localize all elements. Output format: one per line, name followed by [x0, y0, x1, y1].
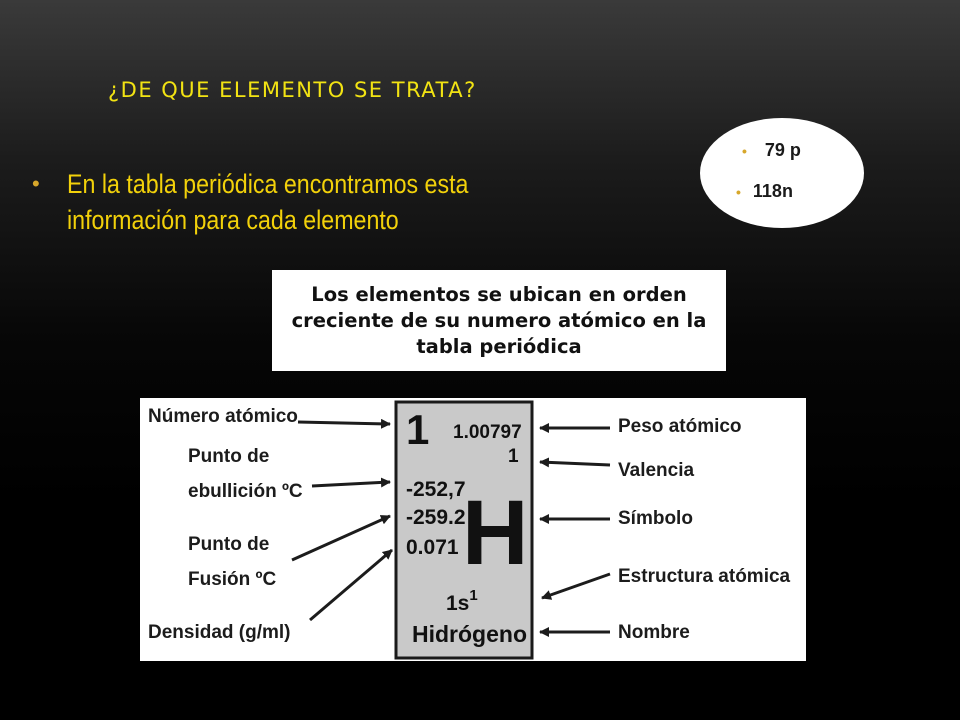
arrow-atomic-number: [298, 422, 390, 424]
box-melting-point: -259.2: [406, 506, 466, 529]
box-element-name: Hidrógeno: [412, 621, 527, 647]
label-atomic-number: Número atómico: [148, 406, 298, 427]
element-card-diagram: [140, 398, 806, 661]
box-boiling-point: -252,7: [406, 478, 466, 501]
arrow-valence: [540, 462, 610, 465]
callout-box: [272, 270, 726, 371]
arrow-atomic-structure: [542, 574, 610, 598]
label-melting-1: Punto de: [188, 534, 270, 555]
arrow-density: [310, 550, 392, 620]
hint-oval: [700, 118, 864, 228]
label-density: Densidad (g/ml): [148, 622, 291, 643]
label-atomic-structure: Estructura atómica: [618, 566, 791, 587]
slide-title: ¿DE QUE ELEMENTO SE TRATA?: [108, 78, 477, 102]
bullet-dot-icon: •: [742, 142, 747, 159]
bullet-dot-icon: •: [736, 183, 741, 200]
protons-text: 79 p: [764, 140, 801, 160]
label-boiling-1: Punto de: [188, 446, 270, 467]
neutrons-text: 118n: [752, 181, 793, 201]
label-boiling-2: ebullición ºC: [188, 481, 303, 502]
box-atomic-weight: 1.00797: [453, 422, 522, 443]
box-density: 0.071: [406, 536, 459, 559]
box-symbol: H: [462, 482, 529, 584]
oval-item-neutrons: [736, 181, 793, 202]
element-card-svg: [140, 398, 806, 661]
bullet-text: En la tabla periódica encontramos esta información para cada elemento: [67, 169, 469, 235]
main-bullet: [30, 166, 590, 238]
box-valence: 1: [508, 446, 519, 467]
callout-text: Los elementos se ubican en orden creciente de su numero atómico en la tabla periódica: [291, 282, 707, 358]
label-atomic-weight: Peso atómico: [618, 416, 742, 437]
bullet-dot-icon: •: [32, 171, 40, 196]
arrow-boiling-point: [312, 482, 390, 486]
label-valence: Valencia: [618, 460, 695, 481]
label-melting-2: Fusión ºC: [188, 569, 277, 590]
arrow-melting-point: [292, 516, 390, 560]
label-name: Nombre: [618, 622, 690, 643]
box-structure-base: 1s: [446, 592, 470, 615]
label-symbol: Símbolo: [618, 508, 693, 529]
box-structure-sup: 1: [469, 587, 478, 604]
box-atomic-number: 1: [406, 406, 430, 453]
oval-item-protons: [742, 140, 801, 161]
